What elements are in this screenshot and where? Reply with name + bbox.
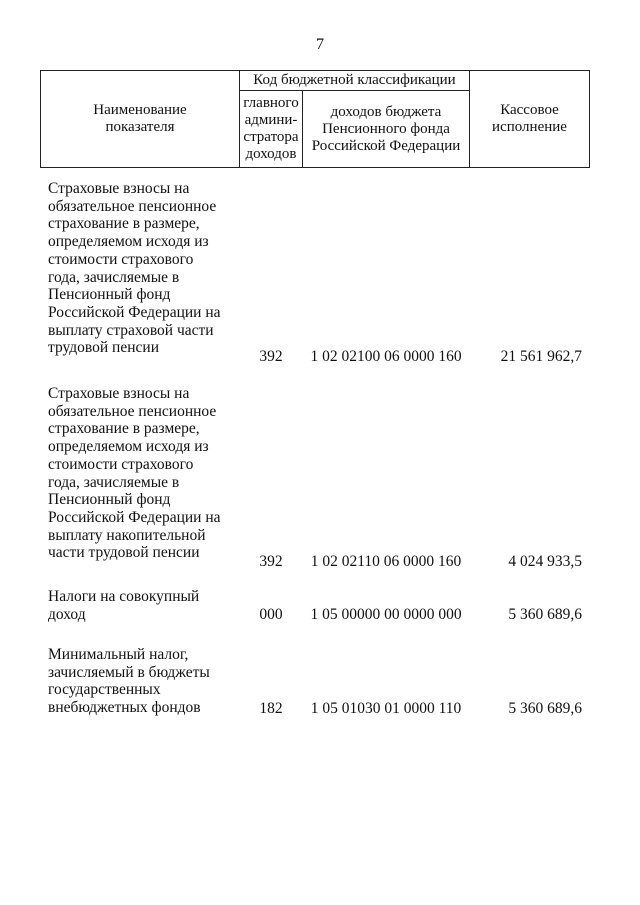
header-right-border — [589, 70, 590, 168]
cash-execution-amount: 4 024 933,5 — [508, 553, 582, 571]
admin-code: 392 — [259, 348, 283, 366]
budget-revenue-code: 1 05 00000 00 0000 000 — [310, 606, 462, 624]
table-row — [0, 385, 640, 571]
header-name-cell — [41, 71, 239, 167]
budget-revenue-code: 1 02 02110 06 0000 160 — [310, 553, 462, 571]
budget-revenue-code: 1 02 02100 06 0000 160 — [310, 348, 462, 366]
header-execution-cell — [470, 71, 589, 167]
indicator-name: Минимальный налог, зачисляемый в бюджеты государственных внебюджетных фондов — [48, 646, 210, 717]
admin-code: 000 — [259, 606, 283, 624]
header-budget-code-label: Код бюджетной классификации — [253, 72, 456, 88]
header-revenue-cell — [303, 91, 469, 167]
table-row — [0, 180, 640, 366]
header-bottom-border — [40, 167, 590, 168]
header-admin-cell — [240, 91, 302, 167]
indicator-name: Налоги на совокупный доход — [48, 588, 200, 623]
admin-code: 392 — [259, 553, 283, 571]
admin-code: 182 — [259, 700, 283, 718]
cash-execution-amount: 5 360 689,6 — [508, 606, 582, 624]
indicator-name: Страховые взносы на обязательное пенсионное страхование в размере, определяемом исходя из стоимости страхового года, зачисляемые в Пенсионный фонд Российской Федерации на выплату накопительной части трудовой пенсии — [48, 385, 221, 562]
indicator-name: Страховые взносы на обязательное пенсионное страхование в размере, определяемом исходя из стоимости страхового года, зачисляемые в Пенсионный фонд Российской Федерации на выплату страховой части трудовой пенсии — [48, 180, 221, 357]
header-admin-label: главного админи- стратора доходов — [243, 95, 299, 162]
header-name-label: Наименование показателя — [93, 102, 187, 135]
header-budget-code-cell — [240, 71, 469, 90]
cash-execution-amount: 5 360 689,6 — [508, 700, 582, 718]
table-row — [0, 646, 640, 718]
page-number: 7 — [316, 36, 324, 53]
budget-revenue-code: 1 05 01030 01 0000 110 — [310, 700, 462, 718]
table-header — [40, 70, 590, 168]
header-revenue-label: доходов бюджета Пенсионного фонда Российской Федерации — [311, 103, 461, 154]
header-execution-label: Кассовое исполнение — [492, 102, 567, 135]
cash-execution-amount: 21 561 962,7 — [500, 348, 582, 366]
table-row — [0, 588, 640, 624]
